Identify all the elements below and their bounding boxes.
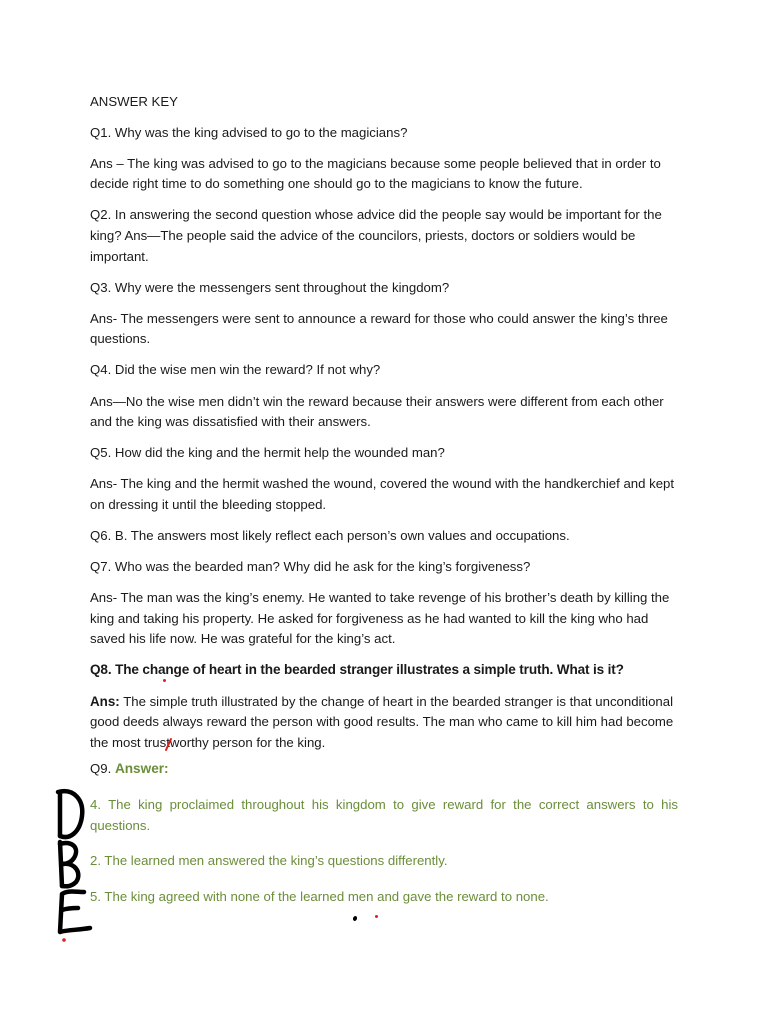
q8-answer bbox=[90, 692, 678, 754]
q8-answer-text: The simple truth illustrated by the change of heart in the bearded stranger is that unconditional good deeds always reward the person with good results. The man who came to kill him had become the most trustworthy person for the king. bbox=[90, 693, 674, 750]
red-mark bbox=[62, 938, 66, 942]
q9-option-1: 4. The king proclaimed throughout his kingdom to give reward for the correct answers to his questions. bbox=[90, 797, 678, 833]
q7-answer: Ans- The man was the king’s enemy. He wanted to take revenge of his brother’s death by killing the king and taking his property. He asked for forgiveness as he had wanted to kill the king who had saved his life now. He was grateful for the king’s act. bbox=[90, 590, 670, 647]
handwritten-b bbox=[60, 842, 78, 886]
q9-option-2: 2. The learned men answered the king’s questions differently. bbox=[90, 853, 448, 868]
q3-question: Q3. Why were the messengers sent throughout the kingdom? bbox=[90, 279, 450, 295]
black-dot-mark bbox=[352, 915, 357, 921]
q5-answer: Ans- The king and the hermit washed the wound, covered the wound with the handkerchief and kept on dressing it until the bleeding stopped. bbox=[90, 476, 675, 512]
q9-option-3: 5. The king agreed with none of the learned men and gave the reward to none. bbox=[90, 889, 549, 904]
q9-answer-label: Answer: bbox=[114, 761, 169, 776]
q2-question-answer: Q2. In answering the second question whose advice did the people say would be important for the king? Ans—The people said the advice of the councilors, priests, doctors or soldiers would be important. bbox=[90, 207, 662, 264]
qa-block bbox=[90, 92, 678, 753]
page-title: ANSWER KEY bbox=[90, 94, 178, 109]
q9-label: Q9. bbox=[90, 761, 112, 776]
red-tick-mark bbox=[162, 736, 176, 754]
q7-question: Q7. Who was the bearded man? Why did he ask for the king’s forgiveness? bbox=[90, 559, 531, 575]
handwritten-e bbox=[60, 892, 90, 933]
q9-heading bbox=[90, 759, 169, 780]
red-dot-mark bbox=[163, 679, 166, 682]
q8-question: Q8. The change of heart in the bearded stranger illustrates a simple truth. What is it? bbox=[90, 662, 624, 678]
answer-key-page bbox=[90, 92, 678, 904]
q4-answer: Ans—No the wise men didn’t win the reward because their answers were different from each other and the king was dissatisfied with their answers. bbox=[90, 393, 664, 430]
q5-question: Q5. How did the king and the hermit help the wounded man? bbox=[90, 445, 445, 461]
q3-answer: Ans- The messengers were sent to announce a reward for those who could answer the king’s three questions. bbox=[90, 310, 668, 347]
handwritten-d bbox=[58, 791, 82, 837]
q1-answer: Ans – The king was advised to go to the magicians because some people believed that in order to decide right time to do something one should go to the magicians to know the future. bbox=[90, 155, 661, 192]
q4-question: Q4. Did the wise men win the reward? If not why? bbox=[90, 362, 381, 378]
q1-question: Q1. Why was the king advised to go to the magicians? bbox=[90, 124, 408, 140]
q8-answer-label: Ans: bbox=[90, 693, 120, 709]
q6-question-answer: Q6. B. The answers most likely reflect each person’s own values and occupations. bbox=[90, 528, 570, 543]
red-dot-mark-2 bbox=[375, 915, 378, 918]
handwritten-letters bbox=[48, 784, 108, 954]
